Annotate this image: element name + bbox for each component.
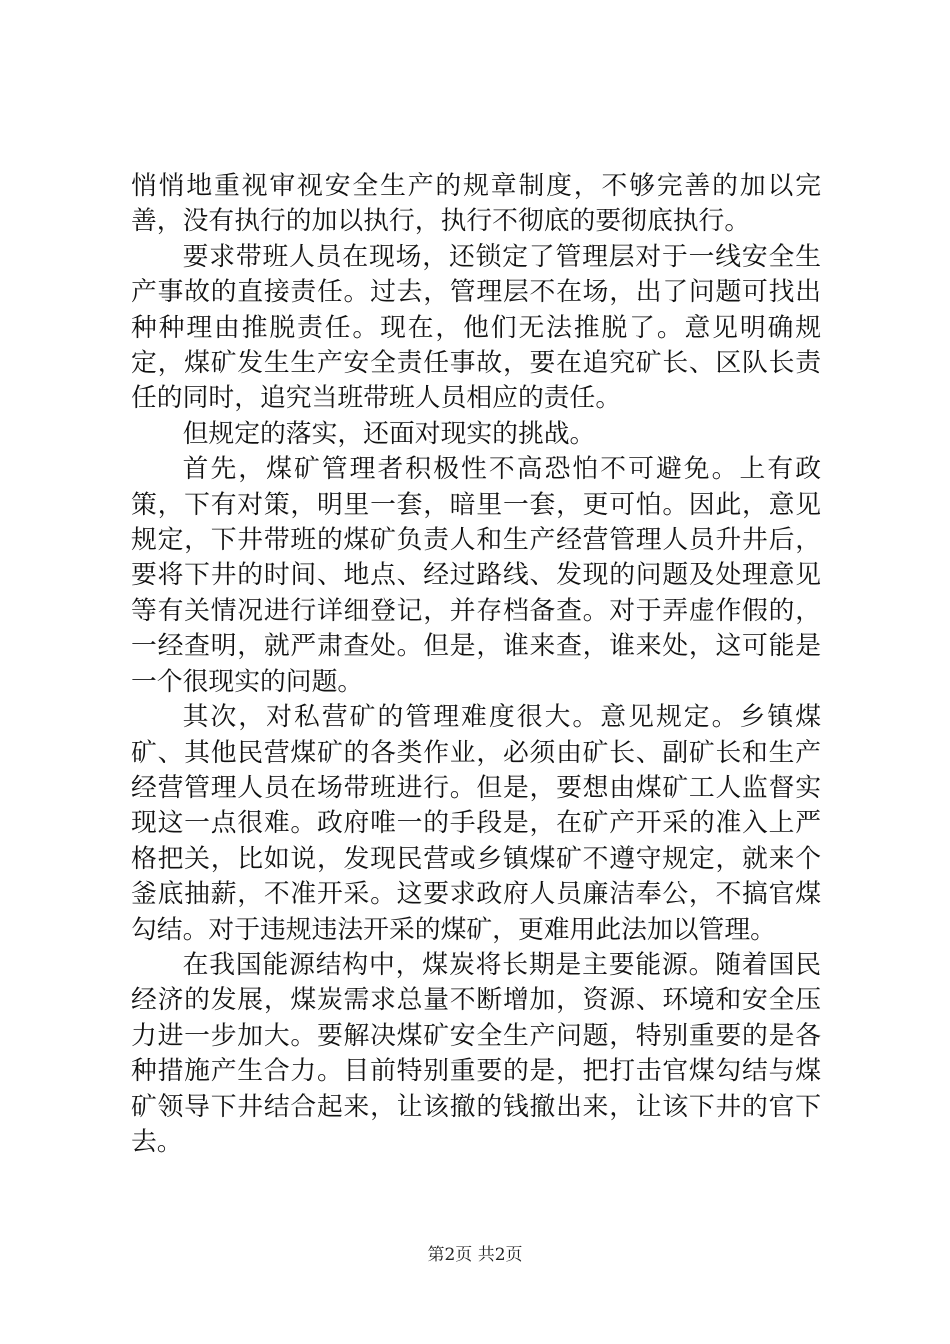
paragraph: 其次，对私营矿的管理难度很大。意见规定。乡镇煤矿、其他民营煤矿的各类作业，必须由矿长、副矿长和生产经营管理人员在场带班进行。但是，要想由煤矿工人监督实现这一点很难。政府唯一的手段是，在矿产开采的准入上严格把关，比如说，发现民营或乡镇煤矿不遵守规定，就来个釜底抽薪，不准开采。这要求政府人员廉洁奉公，不搞官煤勾结。对于违规违法开采的煤矿，更难用此法加以管理。 — [131, 702, 821, 945]
paragraph: 在我国能源结构中，煤炭将长期是主要能源。随着国民经济的发展，煤炭需求总量不断增加，资源、环境和安全压力进一步加大。要解决煤矿安全生产问题，特别重要的是各种措施产生合力。目前特别重要的是，把打击官煤勾结与煤矿领导下井结合起来，让该撤的钱撤出来，让该下井的官下去。 — [131, 949, 821, 1157]
page-footer: 第2页 共2页 — [427, 1245, 523, 1265]
paragraph: 首先，煤矿管理者积极性不高恐怕不可避免。上有政策，下有对策，明里一套，暗里一套，更可怕。因此，意见规定，下井带班的煤矿负责人和生产经营管理人员升井后，要将下井的时间、地点、经过路线、发现的问题及处理意见等有关情况进行详细登记，并存档备查。对于弄虚作假的，一经查明，就严肃查处。但是，谁来查，谁来处，这可能是一个很现实的问题。 — [131, 454, 821, 697]
paragraph: 但规定的落实，还面对现实的挑战。 — [182, 418, 596, 449]
paragraph-continued: 悄悄地重视审视安全生产的规章制度，不够完善的加以完善，没有执行的加以执行，执行不彻底的要彻底执行。 — [131, 171, 821, 237]
paragraph: 要求带班人员在现场，还锁定了管理层对于一线安全生产事故的直接责任。过去，管理层不在场，出了问题可找出种种理由推脱责任。现在，他们无法推脱了。意见明确规定，煤矿发生生产安全责任事故，要在追究矿长、区队长责任的同时，追究当班带班人员相应的责任。 — [131, 241, 821, 414]
body-text — [131, 169, 821, 1160]
